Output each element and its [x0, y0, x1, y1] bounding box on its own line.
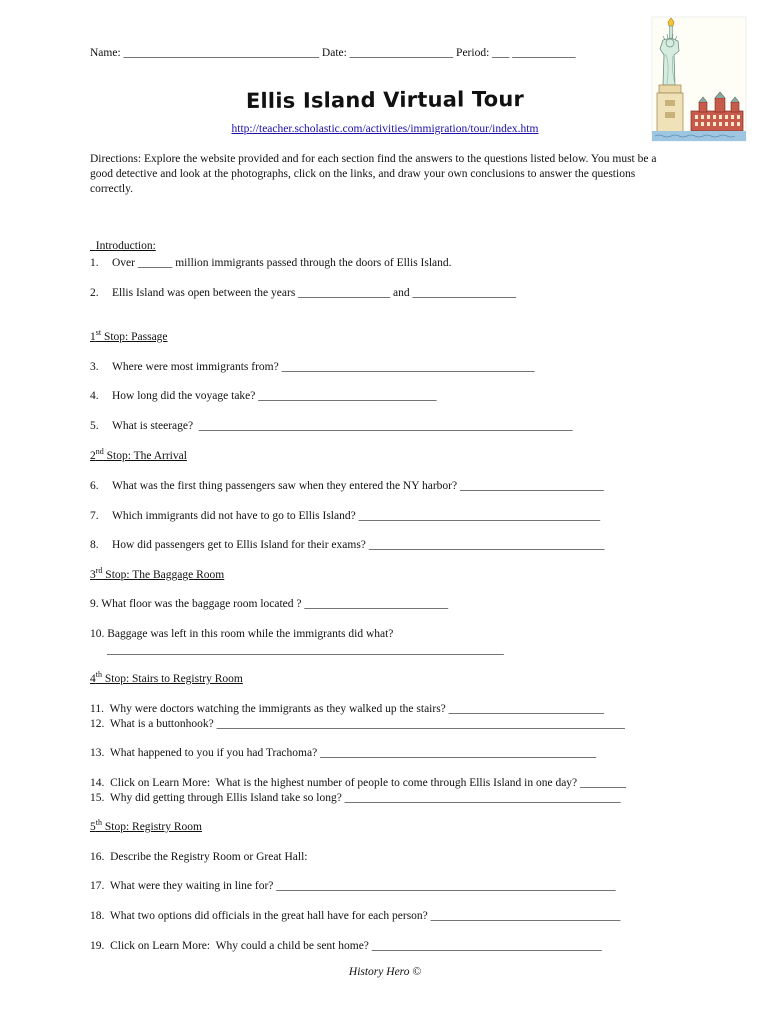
question-13: 13. What happened to you if you had Trachoma? ________________________________________________ [90, 747, 597, 759]
question-11: 11. Why were doctors watching the immigrants as they walked up the stairs? ___________________________ [90, 703, 604, 715]
question-12: 12. What is a buttonhook? _______________________________________________________________________ [90, 718, 625, 730]
section-stop-3: 3rd Stop: The Baggage Room [90, 566, 225, 581]
question-17: 17. What were they waiting in line for? ___________________________________________________________ [90, 880, 616, 892]
question-7: 7. Which immigrants did not have to go to Ellis Island? __________________________________________ [90, 510, 601, 522]
question-9: 9. What floor was the baggage room located ? _________________________ [90, 598, 449, 610]
section-title: Introduction: [95, 240, 156, 252]
question-10: 10. Baggage was left in this room while the immigrants did what? [90, 628, 394, 640]
student-info-line: Name: __________________________________ Date: __________________ Period: ___ ___________ [90, 47, 576, 59]
question-18: 18. What two options did officials in the great hall have for each person? _________________________________ [90, 910, 621, 922]
question-3: 3. Where were most immigrants from? ____________________________________________ [90, 361, 535, 373]
question-2: 2. Ellis Island was open between the years ________________ and __________________ [90, 287, 517, 299]
section-introduction [90, 228, 156, 252]
question-1: 1. Over ______ million immigrants passed through the doors of Ellis Island. [90, 257, 452, 269]
question-8: 8. How did passengers get to Ellis Island for their exams? _________________________________________ [90, 539, 605, 551]
statue-of-liberty-icon [651, 16, 747, 142]
question-5: 5. What is steerage? _________________________________________________________________ [90, 420, 573, 432]
page-title: Ellis Island Virtual Tour [245, 87, 525, 113]
question-19: 19. Click on Learn More: Why could a child be sent home? ________________________________________ [90, 940, 602, 952]
section-stop-1: 1st Stop: Passage [90, 328, 168, 343]
footer-credit: History Hero © [348, 966, 422, 978]
tour-link[interactable]: http://teacher.scholastic.com/activities/immigration/tour/index.htm [231, 123, 539, 135]
section-stop-4: 4th Stop: Stairs to Registry Room [90, 670, 243, 685]
section-stop-5: 5th Stop: Registry Room [90, 818, 202, 833]
question-10-answer-line: _____________________________________________________________________ [107, 644, 504, 656]
directions: Directions: Explore the website provided and for each section find the answers to the questions listed below. You must be a good detective and look at the photographs, click on the links, and draw your own conclusions to answer the questions correctly. [90, 153, 657, 195]
question-16: 16. Describe the Registry Room or Great Hall: [90, 851, 308, 863]
question-6: 6. What was the first thing passengers saw when they entered the NY harbor? _________________________ [90, 480, 604, 492]
question-14: 14. Click on Learn More: What is the highest number of people to come through Ellis Island in one day? ________ [90, 777, 627, 789]
question-4: 4. How long did the voyage take? _______________________________ [90, 390, 437, 402]
section-stop-2: 2nd Stop: The Arrival [90, 447, 187, 462]
question-15: 15. Why did getting through Ellis Island take so long? ________________________________________________ [90, 792, 621, 804]
